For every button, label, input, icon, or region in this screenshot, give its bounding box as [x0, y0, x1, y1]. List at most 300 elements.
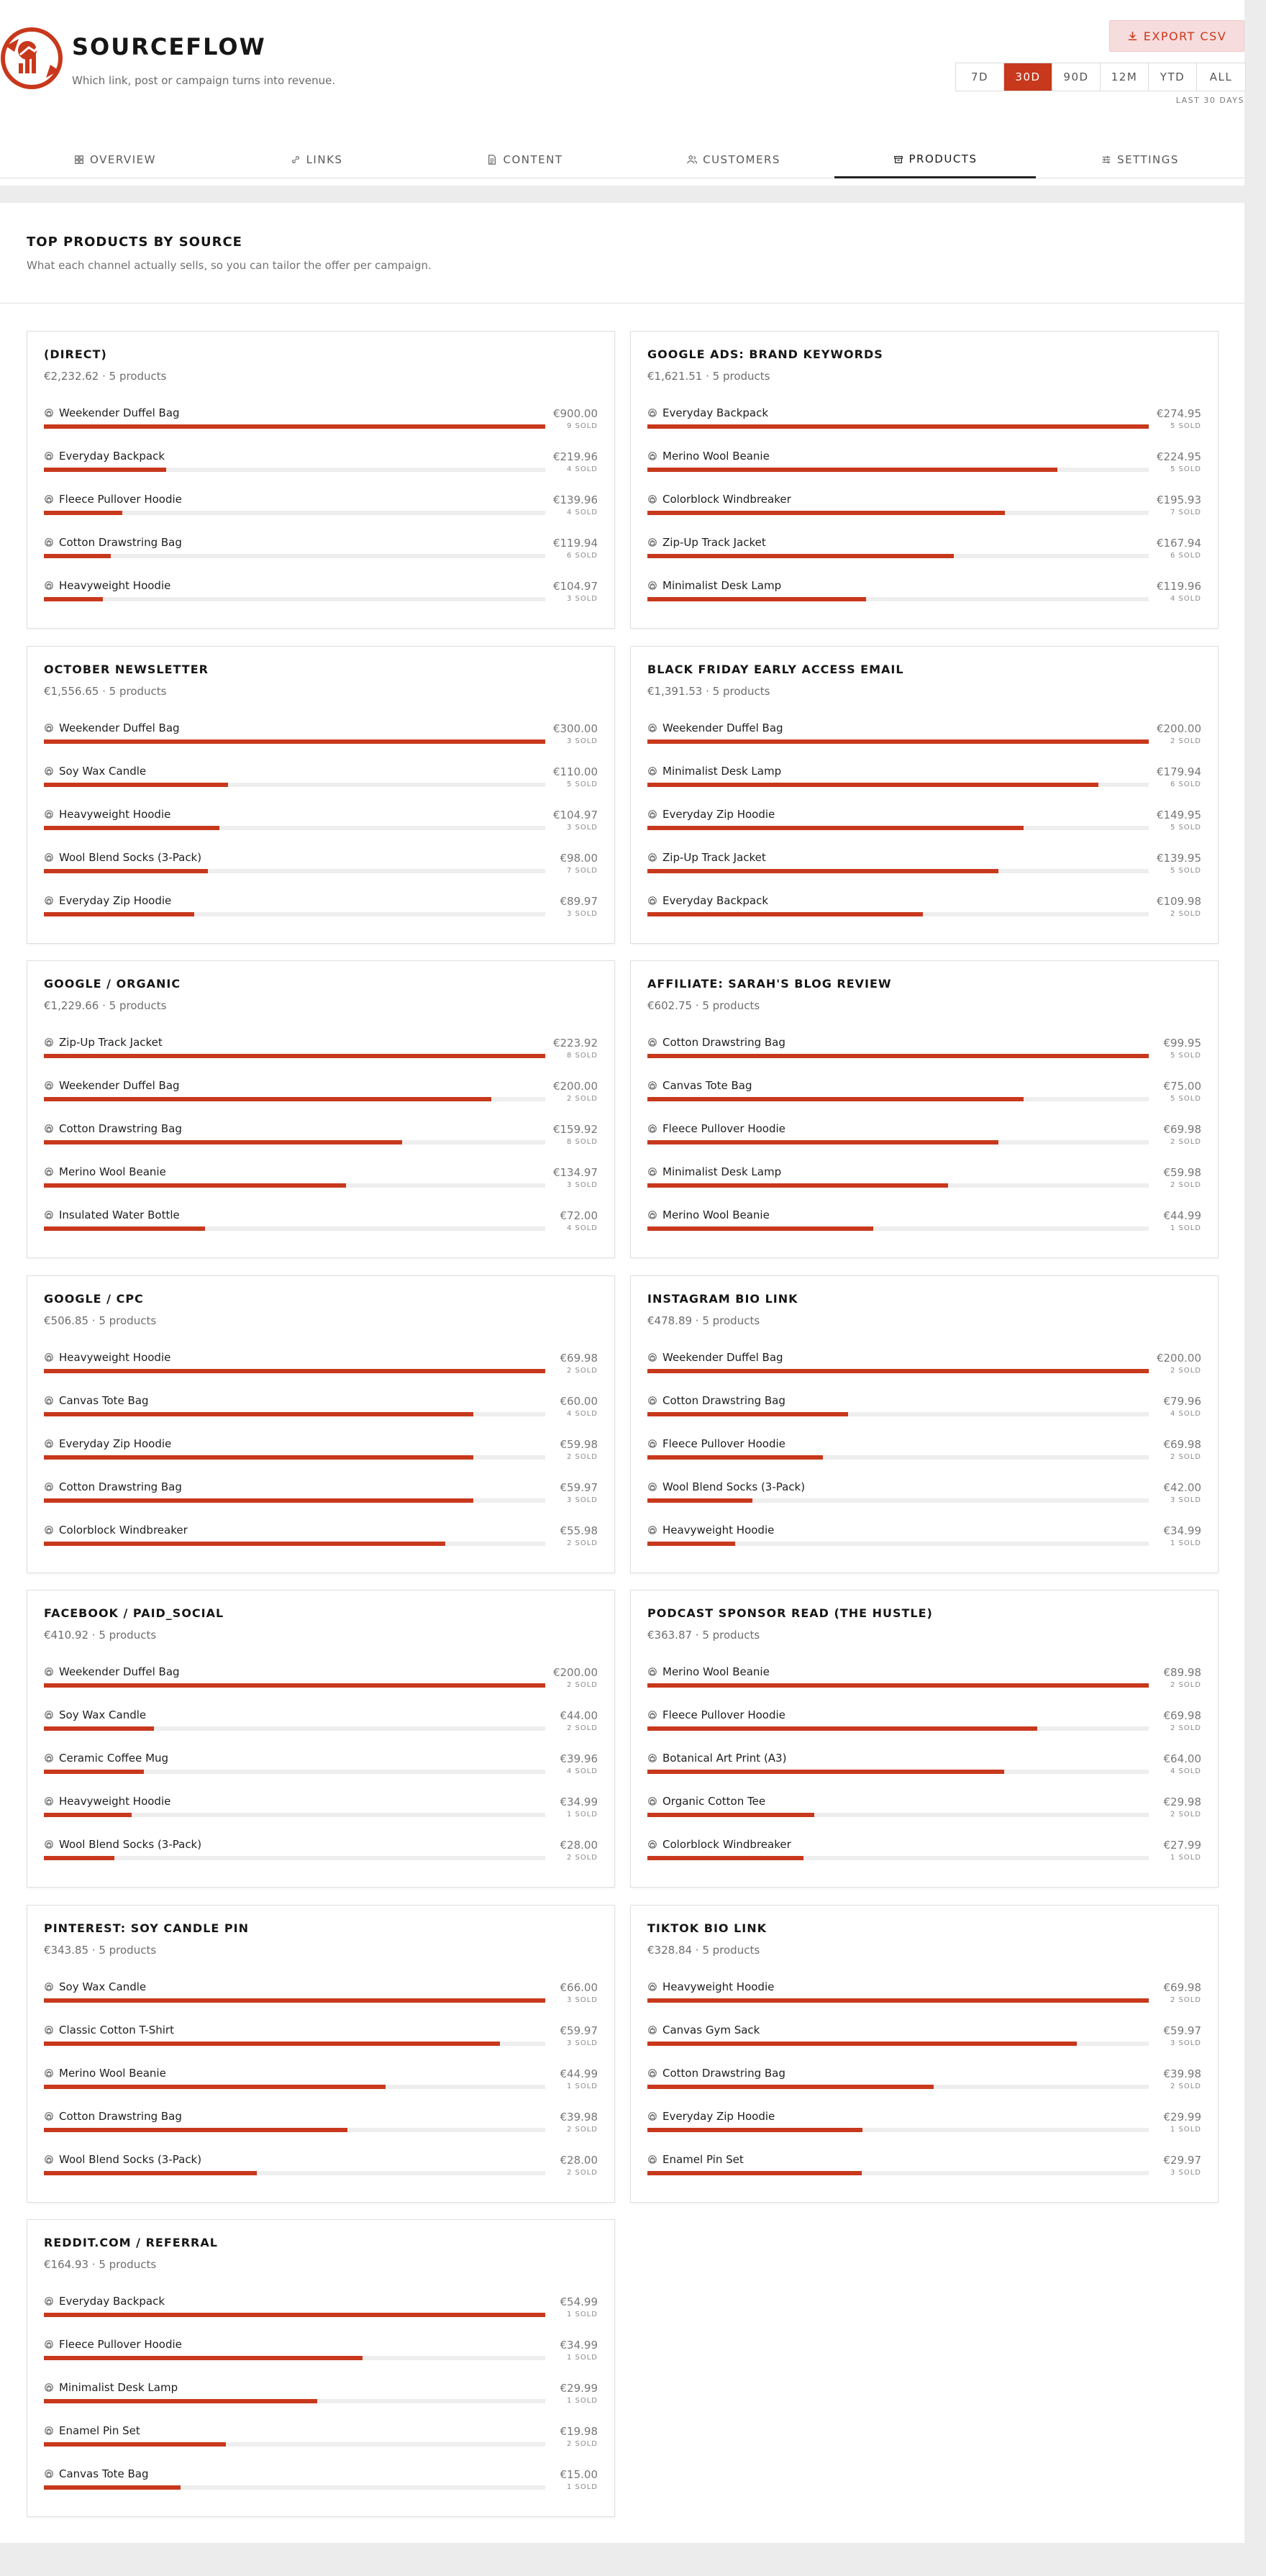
revenue-bar-track: [44, 554, 545, 558]
tab-overview[interactable]: [14, 141, 216, 178]
product-sold-count: 4 SOLD: [566, 1410, 598, 1418]
source-summary: €410.92 · 5 products: [44, 1629, 157, 1642]
product-sold-count: 2 SOLD: [1170, 1367, 1201, 1375]
tab-label: LINKS: [306, 153, 343, 166]
product-revenue: €44.99: [560, 2067, 598, 2080]
revenue-bar-track: [647, 1226, 1149, 1231]
revenue-bar-track: [44, 511, 545, 515]
product-row: [44, 493, 598, 527]
product-name: Fleece Pullover Hoodie: [59, 493, 182, 506]
product-sold-count: 2 SOLD: [1170, 1453, 1201, 1461]
revenue-bar-fill: [647, 1226, 873, 1231]
source-title: PINTEREST: SOY CANDLE PIN: [44, 1921, 249, 1935]
tab-content[interactable]: [424, 141, 626, 178]
product-revenue: €179.94: [1156, 765, 1201, 778]
product-row: [44, 2338, 598, 2372]
revenue-bar-fill: [44, 1998, 545, 2003]
range-button-7d[interactable]: 7D: [956, 63, 1004, 91]
revenue-bar-fill: [44, 1498, 473, 1503]
product-name: Soy Wax Candle: [59, 1708, 147, 1721]
product-name: Soy Wax Candle: [59, 1980, 147, 1993]
product-sold-count: 2 SOLD: [1170, 1681, 1201, 1689]
product-sold-count: 2 SOLD: [1170, 1138, 1201, 1146]
product-row: [647, 1708, 1201, 1743]
product-name: Minimalist Desk Lamp: [662, 579, 782, 592]
product-row: [44, 1209, 598, 1243]
product-row: [44, 1036, 598, 1070]
product-row: [44, 450, 598, 484]
product-revenue: €29.99: [1163, 2111, 1201, 2124]
product-row: [647, 579, 1201, 614]
range-button-90d[interactable]: 90D: [1052, 63, 1101, 91]
product-row: [647, 1209, 1201, 1243]
revenue-bar-fill: [647, 1498, 752, 1503]
product-sold-count: 7 SOLD: [566, 867, 598, 875]
revenue-bar-track: [44, 826, 545, 830]
product-row: [647, 1437, 1201, 1472]
revenue-bar-fill: [647, 424, 1149, 429]
source-title: GOOGLE / CPC: [44, 1292, 144, 1306]
revenue-bar-fill: [44, 2085, 386, 2089]
product-revenue: €75.00: [1163, 1080, 1201, 1093]
product-icon: [44, 1210, 54, 1220]
product-name: Cotton Drawstring Bag: [662, 1036, 785, 1049]
product-icon: [647, 1482, 657, 1492]
product-name: Heavyweight Hoodie: [59, 1795, 171, 1808]
users-icon: [687, 155, 697, 165]
product-row: [44, 1795, 598, 1829]
product-revenue: €224.95: [1156, 450, 1201, 463]
source-title: OCTOBER NEWSLETTER: [44, 663, 209, 676]
product-name: Weekender Duffel Bag: [59, 1079, 180, 1092]
product-revenue: €159.92: [552, 1123, 598, 1136]
source-card: [630, 646, 1219, 944]
product-row: [44, 1122, 598, 1157]
product-name: Canvas Gym Sack: [662, 2024, 760, 2036]
product-sold-count: 2 SOLD: [1170, 2083, 1201, 2090]
product-icon: [647, 2111, 657, 2121]
product-sold-count: 2 SOLD: [566, 2169, 598, 2177]
product-revenue: €149.95: [1156, 809, 1201, 822]
revenue-bar-fill: [647, 1054, 1149, 1058]
product-name: Heavyweight Hoodie: [59, 579, 171, 592]
revenue-bar-fill: [44, 1856, 114, 1860]
revenue-bar-fill: [44, 869, 208, 873]
product-icon: [647, 494, 657, 504]
section-header: [0, 203, 1244, 304]
product-icon: [647, 1753, 657, 1763]
product-name: Heavyweight Hoodie: [59, 1351, 171, 1364]
source-title: GOOGLE / ORGANIC: [44, 977, 181, 991]
range-caption: LAST 30 DAYS: [1175, 96, 1244, 105]
range-button-ytd[interactable]: YTD: [1149, 63, 1197, 91]
revenue-bar-track: [44, 1226, 545, 1231]
export-csv-button[interactable]: [1109, 20, 1244, 52]
product-name: Zip-Up Track Jacket: [662, 851, 766, 864]
section-title: TOP PRODUCTS BY SOURCE: [27, 235, 242, 250]
product-row: [44, 579, 598, 614]
product-revenue: €223.92: [552, 1037, 598, 1050]
source-card: [27, 1275, 615, 1573]
product-sold-count: 2 SOLD: [566, 1367, 598, 1375]
product-icon: [647, 766, 657, 776]
product-revenue: €72.00: [560, 1209, 598, 1222]
revenue-bar-fill: [44, 1412, 473, 1416]
product-name: Classic Cotton T-Shirt: [59, 2024, 174, 2036]
revenue-bar-track: [44, 2442, 545, 2447]
revenue-bar-track: [647, 1412, 1149, 1416]
product-icon: [44, 1753, 54, 1763]
product-sold-count: 3 SOLD: [566, 910, 598, 918]
product-sold-count: 3 SOLD: [566, 737, 598, 745]
product-row: [44, 2153, 598, 2188]
source-card: [630, 1275, 1219, 1573]
revenue-bar-fill: [44, 826, 219, 830]
product-revenue: €69.98: [1163, 1438, 1201, 1451]
revenue-bar-track: [647, 468, 1149, 472]
revenue-bar-fill: [647, 1998, 1149, 2003]
product-revenue: €54.99: [560, 2295, 598, 2308]
product-icon: [44, 1982, 54, 1992]
product-row: [647, 851, 1201, 886]
product-revenue: €69.98: [560, 1352, 598, 1365]
source-title: TIKTOK BIO LINK: [647, 1921, 768, 1935]
source-summary: €2,232.62 · 5 products: [44, 370, 167, 383]
product-revenue: €104.97: [552, 580, 598, 593]
revenue-bar-fill: [647, 826, 1024, 830]
source-card: [630, 331, 1219, 629]
revenue-bar-fill: [647, 597, 866, 601]
revenue-bar-fill: [647, 912, 923, 916]
product-revenue: €27.99: [1163, 1839, 1201, 1852]
product-sold-count: 1 SOLD: [1170, 1854, 1201, 1862]
section-divider: [0, 186, 1244, 203]
revenue-bar-track: [44, 2399, 545, 2403]
product-name: Minimalist Desk Lamp: [662, 1165, 782, 1178]
revenue-bar-track: [647, 1683, 1149, 1688]
product-icon: [647, 1439, 657, 1449]
product-row: [647, 1524, 1201, 1558]
revenue-bar-fill: [647, 2042, 1077, 2046]
product-sold-count: 1 SOLD: [566, 2354, 598, 2362]
revenue-bar-track: [647, 1726, 1149, 1731]
revenue-bar-track: [647, 1140, 1149, 1144]
product-sold-count: 4 SOLD: [566, 1224, 598, 1232]
product-sold-count: 1 SOLD: [1170, 2126, 1201, 2134]
product-revenue: €29.99: [560, 2382, 598, 2395]
export-csv-label: EXPORT CSV: [1143, 29, 1227, 43]
product-icon: [647, 1037, 657, 1047]
revenue-bar-track: [44, 2042, 545, 2046]
product-row: [647, 1480, 1201, 1515]
product-revenue: €139.95: [1156, 852, 1201, 865]
product-sold-count: 3 SOLD: [1170, 1496, 1201, 1504]
revenue-bar-track: [44, 1455, 545, 1460]
product-revenue: €69.98: [1163, 1123, 1201, 1136]
source-summary: €1,621.51 · 5 products: [647, 370, 770, 383]
product-revenue: €39.98: [560, 2111, 598, 2124]
product-row: [44, 1079, 598, 1114]
product-row: [647, 1838, 1201, 1872]
product-icon: [44, 1124, 54, 1134]
revenue-bar-track: [44, 2485, 545, 2490]
revenue-bar-fill: [44, 912, 194, 916]
product-sold-count: 3 SOLD: [1170, 2169, 1201, 2177]
product-icon: [647, 1710, 657, 1720]
revenue-bar-fill: [647, 1813, 814, 1817]
revenue-bar-fill: [647, 1369, 1149, 1373]
source-card: [27, 1590, 615, 1888]
product-name: Canvas Tote Bag: [59, 2467, 149, 2480]
product-icon: [647, 1525, 657, 1535]
product-name: Zip-Up Track Jacket: [59, 1036, 163, 1049]
range-button-all[interactable]: ALL: [1197, 63, 1245, 91]
revenue-bar-track: [44, 739, 545, 744]
product-revenue: €119.96: [1156, 580, 1201, 593]
product-icon: [44, 1839, 54, 1849]
revenue-bar-fill: [44, 1140, 402, 1144]
brand-tagline: Which link, post or campaign turns into revenue.: [72, 74, 336, 87]
revenue-bar-track: [647, 739, 1149, 744]
product-sold-count: 9 SOLD: [566, 422, 598, 430]
product-row: [44, 2424, 598, 2459]
product-row: [44, 851, 598, 886]
revenue-bar-fill: [44, 1455, 473, 1460]
revenue-bar-fill: [44, 2042, 500, 2046]
revenue-bar-track: [647, 1369, 1149, 1373]
revenue-bar-track: [647, 1542, 1149, 1546]
product-icon: [647, 451, 657, 461]
revenue-bar-fill: [44, 2356, 363, 2360]
source-card: [27, 960, 615, 1258]
product-name: Everyday Backpack: [59, 450, 165, 463]
product-revenue: €60.00: [560, 1395, 598, 1408]
tab-label: SETTINGS: [1117, 153, 1179, 166]
product-revenue: €200.00: [552, 1080, 598, 1093]
brand-name: SOURCEFLOW: [72, 33, 266, 60]
tab-label: CUSTOMERS: [703, 153, 780, 166]
revenue-bar-track: [44, 1813, 545, 1817]
revenue-bar-track: [647, 597, 1149, 601]
product-sold-count: 5 SOLD: [566, 780, 598, 788]
revenue-bar-track: [44, 1498, 545, 1503]
product-name: Fleece Pullover Hoodie: [59, 2338, 182, 2351]
product-row: [647, 450, 1201, 484]
revenue-bar-fill: [44, 783, 228, 787]
product-sold-count: 2 SOLD: [566, 1724, 598, 1732]
source-title: AFFILIATE: SARAH'S BLOG REVIEW: [647, 977, 892, 991]
product-revenue: €109.98: [1156, 895, 1201, 908]
revenue-bar-fill: [44, 1542, 445, 1546]
product-name: Wool Blend Socks (3-Pack): [662, 1480, 806, 1493]
product-icon: [44, 2296, 54, 2306]
revenue-bar-fill: [44, 1183, 346, 1188]
product-name: Ceramic Coffee Mug: [59, 1752, 169, 1765]
revenue-bar-fill: [647, 783, 1098, 787]
product-revenue: €89.98: [1163, 1666, 1201, 1679]
product-row: [647, 1752, 1201, 1786]
revenue-bar-fill: [44, 1726, 154, 1731]
product-revenue: €69.98: [1163, 1981, 1201, 1994]
revenue-bar-track: [647, 1856, 1149, 1860]
product-name: Weekender Duffel Bag: [59, 1665, 180, 1678]
sliders-icon: [1101, 155, 1111, 165]
product-row: [44, 1351, 598, 1385]
product-name: Cotton Drawstring Bag: [59, 2110, 182, 2123]
product-icon: [647, 896, 657, 906]
product-icon: [44, 1525, 54, 1535]
product-name: Everyday Backpack: [59, 2295, 165, 2308]
revenue-bar-fill: [44, 1226, 205, 1231]
product-icon: [44, 1352, 54, 1362]
product-row: [44, 1708, 598, 1743]
range-button-30d[interactable]: 30D: [1004, 63, 1052, 91]
product-sold-count: 2 SOLD: [566, 2440, 598, 2448]
product-row: [44, 406, 598, 441]
product-icon: [44, 1396, 54, 1406]
source-title: (DIRECT): [44, 347, 107, 361]
product-row: [647, 1165, 1201, 1200]
revenue-bar-fill: [44, 1097, 491, 1101]
product-row: [44, 1394, 598, 1429]
document-icon: [487, 155, 497, 165]
tab-settings[interactable]: [1039, 141, 1241, 178]
product-sold-count: 5 SOLD: [1170, 465, 1201, 473]
product-sold-count: 2 SOLD: [1170, 1811, 1201, 1819]
product-icon: [44, 451, 54, 461]
revenue-bar-fill: [647, 1140, 998, 1144]
product-name: Weekender Duffel Bag: [59, 722, 180, 734]
revenue-bar-track: [647, 912, 1149, 916]
product-sold-count: 2 SOLD: [566, 2126, 598, 2134]
product-sold-count: 8 SOLD: [566, 1138, 598, 1146]
product-revenue: €28.00: [560, 1839, 598, 1852]
product-row: [647, 2024, 1201, 2058]
revenue-bar-fill: [44, 511, 122, 515]
tab-customers[interactable]: [633, 141, 834, 178]
product-name: Botanical Art Print (A3): [662, 1752, 787, 1765]
product-row: [647, 1079, 1201, 1114]
source-card: [630, 1905, 1219, 2203]
product-revenue: €59.97: [560, 1481, 598, 1494]
product-name: Weekender Duffel Bag: [662, 722, 783, 734]
tab-links[interactable]: [216, 141, 417, 178]
product-name: Colorblock Windbreaker: [662, 1838, 791, 1851]
product-icon: [647, 1796, 657, 1806]
revenue-bar-track: [44, 424, 545, 429]
product-name: Soy Wax Candle: [59, 765, 147, 778]
product-sold-count: 3 SOLD: [566, 595, 598, 603]
product-name: Fleece Pullover Hoodie: [662, 1708, 785, 1721]
product-row: [44, 808, 598, 842]
revenue-bar-track: [647, 1770, 1149, 1774]
product-row: [44, 1665, 598, 1700]
product-row: [647, 1980, 1201, 2015]
product-revenue: €19.98: [560, 2425, 598, 2438]
product-row: [44, 722, 598, 756]
source-summary: €1,391.53 · 5 products: [647, 685, 770, 698]
product-sold-count: 1 SOLD: [566, 1811, 598, 1819]
download-icon: [1127, 31, 1138, 42]
source-summary: €164.93 · 5 products: [44, 2258, 157, 2271]
product-sold-count: 5 SOLD: [1170, 1095, 1201, 1103]
revenue-bar-track: [647, 2171, 1149, 2175]
product-sold-count: 4 SOLD: [1170, 1410, 1201, 1418]
product-row: [647, 894, 1201, 929]
product-icon: [647, 1167, 657, 1177]
product-name: Fleece Pullover Hoodie: [662, 1122, 785, 1135]
product-icon: [44, 2339, 54, 2349]
revenue-bar-fill: [44, 1770, 144, 1774]
revenue-bar-fill: [647, 2085, 934, 2089]
revenue-bar-fill: [44, 597, 103, 601]
product-icon: [44, 2469, 54, 2479]
source-summary: €506.85 · 5 products: [44, 1314, 157, 1327]
revenue-bar-fill: [647, 1183, 948, 1188]
product-revenue: €28.00: [560, 2154, 598, 2167]
tab-products[interactable]: [834, 141, 1036, 178]
product-name: Weekender Duffel Bag: [662, 1351, 783, 1364]
product-row: [647, 1795, 1201, 1829]
product-row: [44, 1838, 598, 1872]
app-header: [0, 0, 1244, 137]
product-name: Cotton Drawstring Bag: [59, 1480, 182, 1493]
source-title: FACEBOOK / PAID_SOCIAL: [44, 1606, 224, 1620]
product-sold-count: 3 SOLD: [566, 1181, 598, 1189]
product-sold-count: 6 SOLD: [566, 552, 598, 560]
product-icon: [647, 2025, 657, 2035]
product-revenue: €29.97: [1163, 2154, 1201, 2167]
product-sold-count: 1 SOLD: [566, 2083, 598, 2090]
product-icon: [647, 1839, 657, 1849]
revenue-bar-track: [647, 2128, 1149, 2132]
product-revenue: €44.99: [1163, 1209, 1201, 1222]
product-name: Colorblock Windbreaker: [59, 1524, 188, 1537]
product-name: Insulated Water Bottle: [59, 1209, 180, 1221]
link-icon: [291, 155, 301, 165]
revenue-bar-track: [647, 1813, 1149, 1817]
revenue-bar-track: [44, 2085, 545, 2089]
revenue-bar-track: [647, 1498, 1149, 1503]
box-icon: [893, 154, 903, 164]
product-revenue: €39.98: [1163, 2067, 1201, 2080]
product-icon: [44, 2025, 54, 2035]
section-subtitle: What each channel actually sells, so you can tailor the offer per campaign.: [27, 259, 432, 272]
revenue-bar-fill: [44, 1369, 545, 1373]
revenue-bar-track: [647, 1455, 1149, 1460]
product-icon: [44, 1037, 54, 1047]
product-name: Merino Wool Beanie: [662, 450, 770, 463]
source-summary: €1,229.66 · 5 products: [44, 999, 167, 1012]
product-sold-count: 2 SOLD: [566, 1539, 598, 1547]
revenue-bar-fill: [647, 1770, 1004, 1774]
range-button-12m[interactable]: 12M: [1101, 63, 1149, 91]
product-icon: [647, 408, 657, 418]
product-icon: [44, 1710, 54, 1720]
source-title: GOOGLE ADS: BRAND KEYWORDS: [647, 347, 883, 361]
source-title: PODCAST SPONSOR READ (THE HUSTLE): [647, 1606, 933, 1620]
revenue-bar-fill: [44, 2128, 347, 2132]
product-revenue: €89.97: [560, 895, 598, 908]
product-icon: [647, 1352, 657, 1362]
product-revenue: €44.00: [560, 1709, 598, 1722]
product-icon: [44, 1482, 54, 1492]
revenue-bar-fill: [647, 1856, 803, 1860]
revenue-bar-fill: [647, 2128, 862, 2132]
product-row: [647, 2067, 1201, 2101]
product-revenue: €110.00: [552, 765, 598, 778]
product-sold-count: 5 SOLD: [1170, 422, 1201, 430]
